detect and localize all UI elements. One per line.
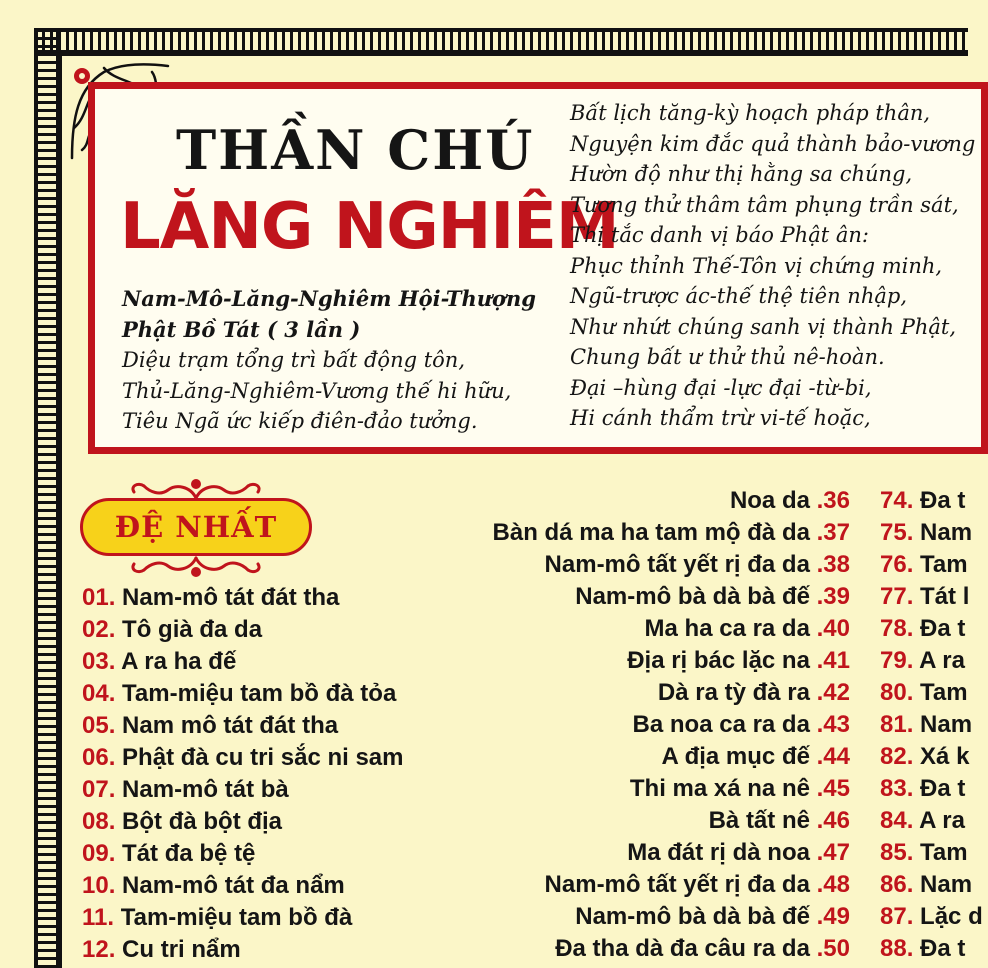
line-text: Thi ma xá na nê <box>629 775 810 802</box>
line-number: 08. <box>82 808 116 835</box>
greek-key-border-top <box>34 28 968 54</box>
mantra-line <box>880 549 968 581</box>
line-number: 79. <box>880 647 914 674</box>
mantra-line <box>880 837 968 869</box>
mantra-line <box>82 806 403 838</box>
line-text: Tát đa bệ tệ <box>122 840 256 867</box>
border-line-left <box>60 54 62 968</box>
line-number: .36 <box>816 487 850 514</box>
mantra-line <box>430 741 850 773</box>
line-text: Tam <box>920 551 968 578</box>
verse-line: Tương thử thâm tâm phụng trần sát, <box>570 192 959 217</box>
section-label <box>80 498 312 556</box>
line-text: Nam-mô bà dà bà đế <box>575 583 810 610</box>
verse-line: Nguyện kim đắc quả thành bảo-vương <box>570 131 976 156</box>
line-text: Nam-mô bà dà bà đế <box>575 903 810 930</box>
line-text: Ma ha ca ra da <box>644 615 810 642</box>
intro-line: Tiêu Ngã ức kiếp điên-đảo tưởng. <box>122 409 478 433</box>
verse-block <box>570 98 976 434</box>
verse-line: Hi cánh thẩm trừ vi-tế hoặc, <box>570 406 871 430</box>
mantra-line <box>880 709 973 741</box>
verse-line: Như nhứt chúng sanh vị thành Phật, <box>570 314 957 339</box>
line-text: Nam-mô tất yết rị đa da <box>544 551 810 578</box>
verse-line: Thị tắc danh vị báo Phật ân: <box>570 223 869 247</box>
verse-line: Phục thỉnh Thế-Tôn vị chứng minh, <box>570 253 943 278</box>
line-number: 11. <box>82 904 115 931</box>
line-text: Nam <box>920 871 973 898</box>
verse-line: Ngũ-trược ác-thế thệ tiên nhập, <box>570 284 907 308</box>
mantra-line <box>430 933 850 965</box>
mantra-line <box>430 901 850 933</box>
mantra-line <box>82 710 403 742</box>
line-text: Đa t <box>920 935 966 962</box>
mantra-line <box>430 485 850 517</box>
line-text: Tam <box>920 839 968 866</box>
mantra-line <box>880 677 968 709</box>
line-text: Ba noa ca ra da <box>632 711 810 738</box>
line-number: 81. <box>880 711 914 738</box>
line-number: 80. <box>880 679 914 706</box>
line-text: Cu tri nẩm <box>122 936 241 963</box>
mantra-line <box>82 678 403 710</box>
mantra-line <box>430 645 850 677</box>
verse-line: Bất lịch tăng-kỳ hoạch pháp thân, <box>570 101 931 125</box>
mantra-list-left <box>82 582 403 966</box>
mantra-line <box>880 773 968 805</box>
line-text: Nam-mô tất yết rị đa da <box>544 871 810 898</box>
line-text: Đa t <box>920 615 966 642</box>
line-text: Địa rị bác lặc na <box>627 647 810 674</box>
mantra-line <box>82 838 403 870</box>
line-number: 76. <box>880 551 914 578</box>
mantra-line <box>880 869 973 901</box>
line-number: 02. <box>82 616 116 643</box>
mantra-line <box>880 581 968 613</box>
mantra-line <box>880 645 968 677</box>
greek-key-border-left <box>34 28 60 968</box>
line-text: A ra <box>919 647 965 674</box>
line-number: .43 <box>816 711 850 738</box>
intro-line: Diệu trạm tổng trì bất động tôn, <box>122 348 466 372</box>
mantra-line <box>82 934 403 966</box>
line-number: 74. <box>880 487 914 514</box>
line-number: 84. <box>880 807 914 834</box>
line-text: Ma đát rị dà noa <box>627 839 810 866</box>
line-number: .47 <box>816 839 850 866</box>
line-text: A ra ha đế <box>121 648 237 675</box>
mantra-line <box>430 709 850 741</box>
line-number: 87. <box>880 903 914 930</box>
line-number: 10. <box>82 872 116 899</box>
line-number: .44 <box>816 743 850 770</box>
line-text: Đa tha dà đa câu ra da <box>555 935 810 962</box>
mantra-line <box>430 613 850 645</box>
intro-line: Nam-Mô-Lăng-Nghiêm Hội-Thượng <box>122 286 536 311</box>
line-text: Đa t <box>920 775 966 802</box>
line-text: Nam-mô tát đát tha <box>122 584 340 611</box>
mantra-line <box>430 549 850 581</box>
line-number: 12. <box>82 936 116 963</box>
intro-line: Thủ-Lăng-Nghiêm-Vương thế hi hữu, <box>122 378 512 403</box>
mantra-line <box>880 485 968 517</box>
mantra-line <box>880 901 983 933</box>
title-line-2: LĂNG NGHIÊM <box>120 190 619 264</box>
mantra-line <box>880 933 968 965</box>
line-number: .42 <box>816 679 850 706</box>
line-text: A địa mục đế <box>661 743 810 770</box>
line-number: .45 <box>816 775 850 802</box>
line-number: .50 <box>816 935 850 962</box>
mantra-line <box>82 582 403 614</box>
line-text: A ra <box>919 807 965 834</box>
line-text: Đa t <box>920 487 966 514</box>
line-text: Nam mô tát đát tha <box>122 712 339 739</box>
line-text: Lặc d <box>920 903 983 930</box>
mantra-line <box>430 773 850 805</box>
line-number: 85. <box>880 839 914 866</box>
line-text: Bột đà bột địa <box>122 808 283 835</box>
mantra-line <box>880 613 968 645</box>
line-number: 86. <box>880 871 914 898</box>
verse-line: Hườn độ như thị hằng sa chúng, <box>570 162 913 186</box>
line-text: Tam <box>920 679 968 706</box>
verse-line: Chung bất ư thử thủ nê-hoàn. <box>570 345 885 369</box>
intro-verses <box>122 284 552 437</box>
line-number: .41 <box>816 647 850 674</box>
line-text: Dà ra tỳ đà ra <box>657 679 810 706</box>
mantra-line <box>430 869 850 901</box>
line-text: Bà tất nê <box>708 807 810 834</box>
line-number: 09. <box>82 840 116 867</box>
title-line-1: THẦN CHÚ <box>176 118 535 182</box>
mantra-line <box>880 517 973 549</box>
line-number: 07. <box>82 776 116 803</box>
line-number: 04. <box>82 680 116 707</box>
mantra-line <box>430 677 850 709</box>
line-text: Bàn dá ma ha tam mộ đà da <box>492 519 810 546</box>
section-label-text: ĐỆ NHẤT <box>114 510 278 544</box>
line-number: .48 <box>816 871 850 898</box>
verse-line: Đại –hùng đại -lực đại -từ-bi, <box>570 375 872 400</box>
line-text: Tát l <box>920 583 970 610</box>
line-text: Tô già đa da <box>122 616 263 643</box>
border-line-top <box>60 54 968 56</box>
mantra-line <box>430 517 850 549</box>
mantra-line <box>880 805 968 837</box>
line-text: Noa da <box>729 487 810 514</box>
line-number: 06. <box>82 744 116 771</box>
mantra-line <box>82 646 403 678</box>
line-text: Nam <box>920 519 973 546</box>
line-number: 78. <box>880 615 914 642</box>
line-number: 75. <box>880 519 914 546</box>
line-number: .40 <box>816 615 850 642</box>
mantra-list-middle <box>430 485 850 965</box>
line-number: 83. <box>880 775 914 802</box>
line-text: Phật đà cu tri sắc ni sam <box>122 744 404 771</box>
mantra-line <box>430 837 850 869</box>
line-number: .39 <box>816 583 850 610</box>
mantra-line <box>82 774 403 806</box>
mantra-line <box>82 614 403 646</box>
line-number: .37 <box>816 519 850 546</box>
mantra-line <box>430 581 850 613</box>
line-text: Xá k <box>920 743 970 770</box>
line-text: Tam-miệu tam bồ đà <box>120 904 353 931</box>
intro-line: Phật Bồ Tát ( 3 lần ) <box>122 316 361 342</box>
line-text: Nam-mô tát bà <box>122 776 289 803</box>
line-number: 88. <box>880 935 914 962</box>
mantra-line <box>880 741 968 773</box>
line-number: 01. <box>82 584 116 611</box>
mantra-line <box>82 870 403 902</box>
mantra-line <box>82 742 403 774</box>
mantra-line <box>430 805 850 837</box>
line-text: Tam-miệu tam bồ đà tỏa <box>122 680 397 707</box>
line-number: 77. <box>880 583 914 610</box>
line-number: .49 <box>816 903 850 930</box>
section-badge <box>80 476 312 580</box>
mantra-line <box>82 902 403 934</box>
line-text: Nam <box>920 711 973 738</box>
line-text: Nam-mô tát đa nẩm <box>122 872 345 899</box>
mantra-list-right <box>880 485 983 965</box>
line-number: .46 <box>816 807 850 834</box>
line-number: 03. <box>82 648 116 675</box>
line-number: 82. <box>880 743 914 770</box>
line-number: 05. <box>82 712 116 739</box>
line-number: .38 <box>816 551 850 578</box>
